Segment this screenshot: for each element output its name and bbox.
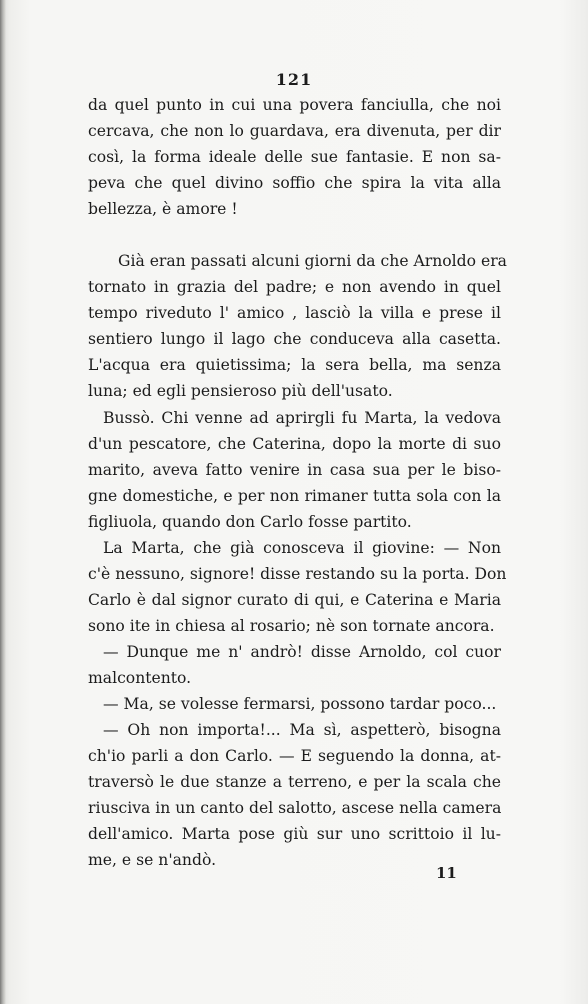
text-line: bellezza, è amore ! <box>88 200 238 219</box>
text-line: Già eran passati alcuni giorni da che Arnoldo era <box>118 252 507 271</box>
text-line: Bussò. Chi venne ad aprirgli fu Marta, la vedova <box>103 408 501 427</box>
text-line: L'acqua era quietissima; la sera bella, ma senza <box>88 356 501 375</box>
text-line: da quel punto in cui una povera fanciulla, che noi <box>88 96 501 114</box>
text-line: Carlo è dal signor curato di qui, e Caterina e Maria <box>88 590 501 609</box>
text-line: così, la forma ideale delle sue fantasie. E non sa- <box>88 148 501 167</box>
text-line: riusciva in un canto del salotto, ascese nella camera <box>88 799 502 818</box>
signature-mark: 11 <box>436 864 457 882</box>
text-line: gne domestiche, e per non rimaner tutta sola con la <box>88 486 501 505</box>
text-line: d'un pescatore, che Caterina, dopo la morte di suo <box>88 434 501 453</box>
text-line: ch'io parli a don Carlo. — E seguendo la donna, at- <box>88 747 501 766</box>
page-number: 121 <box>275 70 313 89</box>
text-line: luna; ed egli pensieroso più dell'usato. <box>88 382 393 401</box>
text-line: tempo riveduto l' amico , lasciò la villa e prese il <box>88 304 501 323</box>
text-line: — Oh non importa!... Ma sì, aspetterò, bisogna <box>103 721 501 740</box>
text-line: malcontento. <box>88 668 192 687</box>
text-line: sentiero lungo il lago che conduceva alla casetta. <box>88 330 501 349</box>
text-line: peva che quel divino soffio che spira la vita alla <box>88 174 501 193</box>
text-line: tornato in grazia del padre; e non avendo in quel <box>88 278 501 297</box>
text-line: — Dunque me n' andrò! disse Arnoldo, col cuor <box>103 642 501 661</box>
text-line: c'è nessuno, signore! disse restando su la porta. Don <box>88 564 507 583</box>
text-line: dell'amico. Marta pose giù sur uno scrittoio il lu- <box>88 825 501 844</box>
text-line: sono ite in chiesa al rosario; nè son tornate ancora. <box>88 616 495 635</box>
text-line: La Marta, che già conosceva il giovine: — Non <box>103 538 501 557</box>
text-line: — Ma, se volesse fermarsi, possono tardar poco... <box>103 695 497 714</box>
section-break <box>88 222 501 248</box>
text-line: figliuola, quando don Carlo fosse partito. <box>88 512 412 531</box>
text-line: cercava, che non lo guardava, era divenuta, per dir <box>88 122 501 141</box>
body-text <box>88 92 507 873</box>
text-line: me, e se n'andò. <box>88 851 217 870</box>
text-line: marito, aveva fatto venire in casa sua per le biso- <box>88 460 501 479</box>
page-spine-shadow <box>0 0 6 1004</box>
text-line: traversò le due stanze a terreno, e per la scala che <box>88 773 501 792</box>
